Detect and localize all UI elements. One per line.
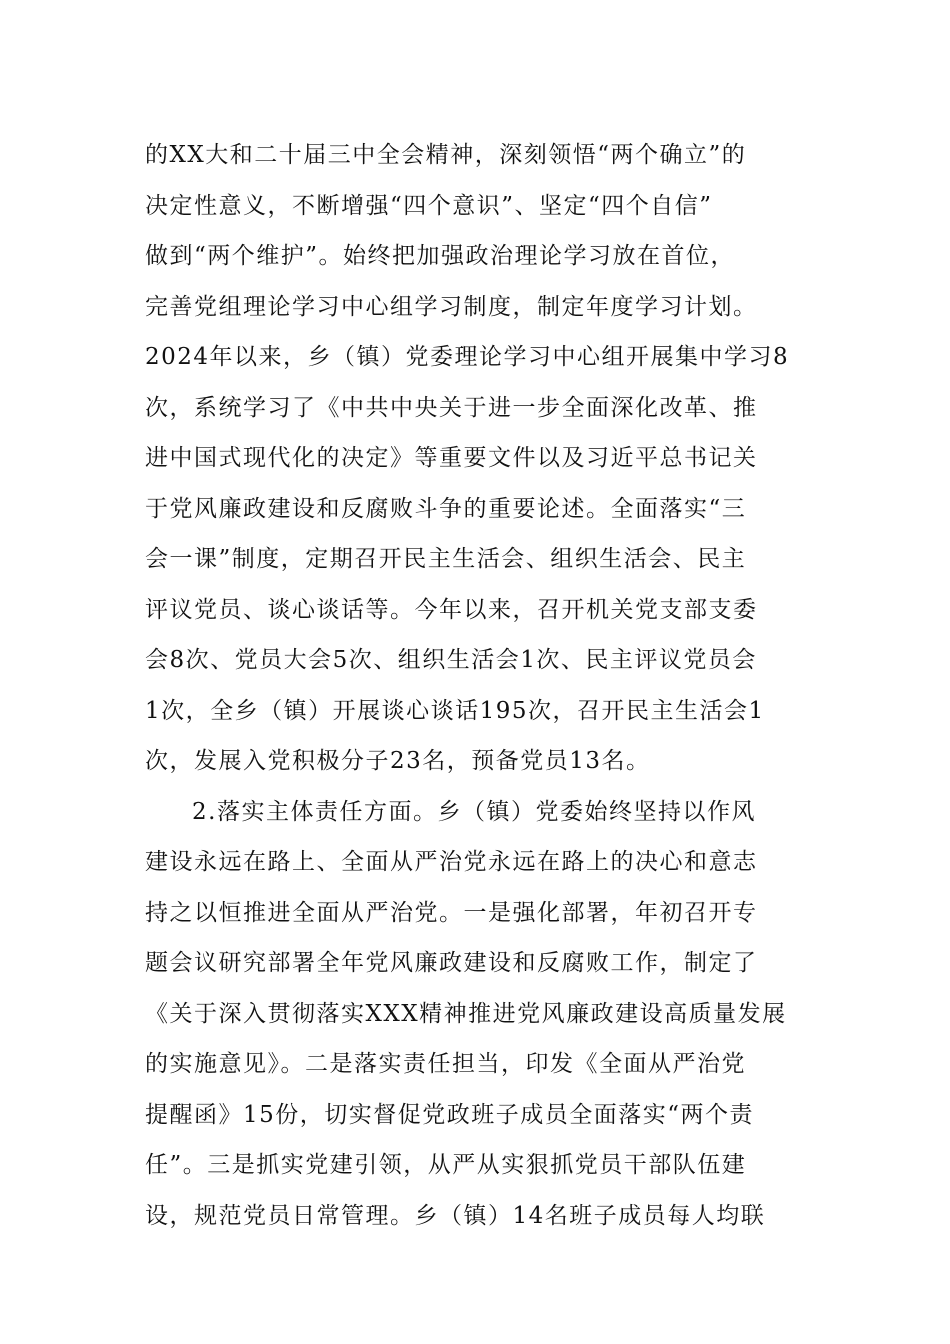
text-line: 评议党员、谈心谈话等。今年以来，召开机关党支部支委 xyxy=(145,596,758,623)
text-line: 任”。三是抓实党建引领，从严从实狠抓党员干部队伍建 xyxy=(145,1152,747,1178)
text-line: 决定性意义，不断增强“四个意识”、坚定“四个自信” xyxy=(145,192,713,219)
text-line: 提醒函》15份，切实督促党政班子成员全面落实“两个责 xyxy=(145,1101,755,1128)
body-text xyxy=(145,130,815,1241)
text-line: 进中国式现代化的决定》等重要文件以及习近平总书记关 xyxy=(145,445,758,471)
text-line: 设，规范党员日常管理。乡（镇）14名班子成员每人均联 xyxy=(145,1202,766,1229)
text-line: 持之以恒推进全面从严治党。一是强化部署，年初召开专 xyxy=(145,899,758,926)
text-line: 2024年以来，乡（镇）党委理论学习中心组开展集中学习8 xyxy=(145,344,790,370)
text-line: 1次，全乡（镇）开展谈心谈话195次，召开民主生活会1 xyxy=(145,697,765,724)
text-line: 会一课”制度，定期召开民主生活会、组织生活会、民主 xyxy=(145,546,747,572)
text-line: 建设永远在路上、全面从严治党永远在路上的决心和意志 xyxy=(145,849,758,875)
text-line: 题会议研究部署全年党风廉政建设和反腐败工作，制定了 xyxy=(145,950,758,976)
text-line: 的XX大和二十届三中全会精神，深刻领悟“两个确立”的 xyxy=(145,142,747,168)
text-line: 完善党组理论学习中心组学习制度，制定年度学习计划。 xyxy=(145,293,758,320)
text-line: 次，发展入党积极分子23名，预备党员13名。 xyxy=(145,748,651,774)
text-line: 会8次、党员大会5次、组织生活会1次、民主评议党员会 xyxy=(145,647,757,673)
text-line: 的实施意见》。二是落实责任担当，印发《全面从严治党 xyxy=(145,1051,746,1077)
text-line: 《关于深入贯彻落实XXX精神推进党风廉政建设高质量发展 xyxy=(145,1000,787,1027)
text-line: 于党风廉政建设和反腐败斗争的重要论述。全面落实“三 xyxy=(145,495,747,522)
text-line: 次，系统学习了《中共中央关于进一步全面深化改革、推 xyxy=(145,394,758,421)
text-line: 做到“两个维护”。始终把加强政治理论学习放在首位， xyxy=(145,243,736,269)
section-heading-line: 2.落实主体责任方面。乡（镇）党委始终坚持以作风 xyxy=(192,798,756,825)
